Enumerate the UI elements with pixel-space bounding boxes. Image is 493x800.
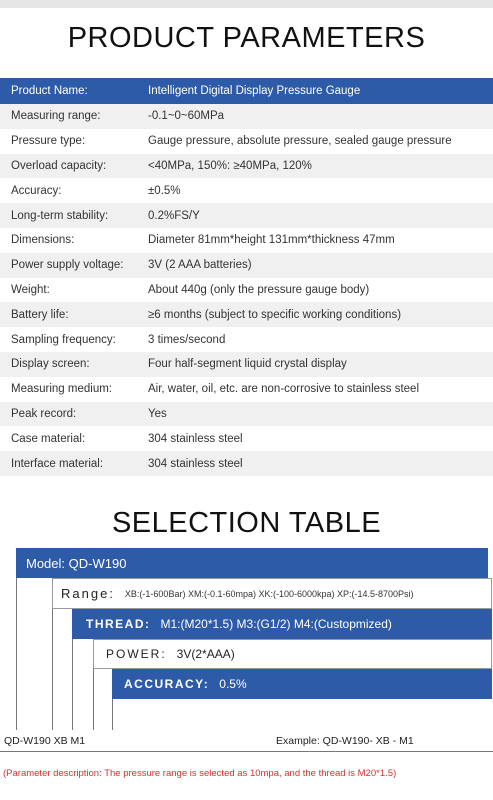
range-options: XB:(-1-600Bar) XM:(-0.1-60mpa) XK:(-100-6000kpa) XP:(-14.5-8700Psi) <box>124 588 414 599</box>
param-row <box>0 377 493 402</box>
connector-line-range <box>52 609 53 730</box>
thread-label: THREAD: <box>86 617 151 631</box>
param-value: Gauge pressure, absolute pressure, sealed gauge pressure <box>148 135 452 148</box>
param-key: Case material: <box>11 432 86 445</box>
param-row <box>0 302 493 327</box>
param-row <box>0 104 493 129</box>
power-bar <box>93 639 492 669</box>
range-bar <box>52 578 492 609</box>
param-value: <40MPa, 150%: ≥40MPa, 120% <box>148 159 312 172</box>
param-value: -0.1~0~60MPa <box>148 110 225 123</box>
param-row <box>0 203 493 228</box>
param-value: 3 times/second <box>148 333 226 346</box>
connector-line-thread <box>72 639 73 730</box>
param-key: Interface material: <box>11 457 104 470</box>
param-value: 304 stainless steel <box>148 457 243 470</box>
param-key: Measuring medium: <box>11 383 112 396</box>
model-bar <box>16 548 488 578</box>
top-strip <box>0 0 493 8</box>
product-parameters-title: PRODUCT PARAMETERS <box>67 22 426 54</box>
model-code: QD-W190 XB M1 <box>4 735 86 747</box>
param-key: Display screen: <box>11 358 90 371</box>
param-key: Product Name: <box>11 85 88 97</box>
thread-bar <box>72 609 492 639</box>
parameter-note: (Parameter description: The pressure range is selected as 10mpa, and the thread is M20*1.5) <box>3 768 397 779</box>
connector-line-model <box>16 578 17 730</box>
param-row <box>0 228 493 253</box>
code-row <box>0 730 493 752</box>
param-value: About 440g (only the pressure gauge body) <box>148 283 370 296</box>
param-value: 0.2%FS/Y <box>148 209 200 222</box>
parameters-table <box>0 78 493 476</box>
param-row <box>0 426 493 451</box>
model-text: Model: QD-W190 <box>26 555 127 571</box>
param-value: 3V (2 AAA batteries) <box>148 259 252 272</box>
param-key: Pressure type: <box>11 135 86 148</box>
param-row <box>0 451 493 476</box>
param-key: Peak record: <box>11 407 77 420</box>
param-value: Intelligent Digital Display Pressure Gauge <box>148 85 361 97</box>
param-value: 304 stainless steel <box>148 432 243 445</box>
connector-line-power <box>93 669 94 730</box>
power-label: POWER: <box>106 647 167 661</box>
param-row <box>0 178 493 203</box>
example-code: Example: QD-W190- XB - M1 <box>276 735 414 747</box>
range-label: Range: <box>61 586 115 601</box>
param-value: ±0.5% <box>148 184 181 197</box>
param-key: Overload capacity: <box>11 159 107 172</box>
accuracy-value: 0.5% <box>219 677 247 691</box>
param-value: Air, water, oil, etc. are non-corrosive to stainless steel <box>148 383 420 396</box>
param-key: Battery life: <box>11 308 69 321</box>
connector-line-accuracy <box>112 699 113 730</box>
selection-table-title: SELECTION TABLE <box>111 507 382 539</box>
thread-options: M1:(M20*1.5) M3:(G1/2) M4:(Custopmized) <box>160 617 392 631</box>
param-value: Diameter 81mm*height 131mm*thickness 47mm <box>148 234 395 247</box>
param-key: Sampling frequency: <box>11 333 116 346</box>
param-row <box>0 352 493 377</box>
param-row <box>0 78 493 104</box>
param-row <box>0 402 493 427</box>
param-row <box>0 129 493 154</box>
accuracy-label: ACCURACY: <box>124 677 210 691</box>
param-value: Four half-segment liquid crystal display <box>148 358 347 371</box>
param-key: Accuracy: <box>11 184 62 197</box>
param-key: Weight: <box>11 283 50 296</box>
param-value: Yes <box>148 407 167 420</box>
param-value: ≥6 months (subject to specific working conditions) <box>148 308 402 321</box>
param-row <box>0 278 493 303</box>
power-value: 3V(2*AAA) <box>176 647 235 661</box>
param-row <box>0 327 493 352</box>
param-key: Dimensions: <box>11 234 75 247</box>
param-row <box>0 154 493 179</box>
param-key: Measuring range: <box>11 110 101 123</box>
param-row <box>0 253 493 278</box>
param-key: Long-term stability: <box>11 209 109 222</box>
accuracy-bar <box>112 669 492 699</box>
param-key: Power supply voltage: <box>11 259 124 272</box>
